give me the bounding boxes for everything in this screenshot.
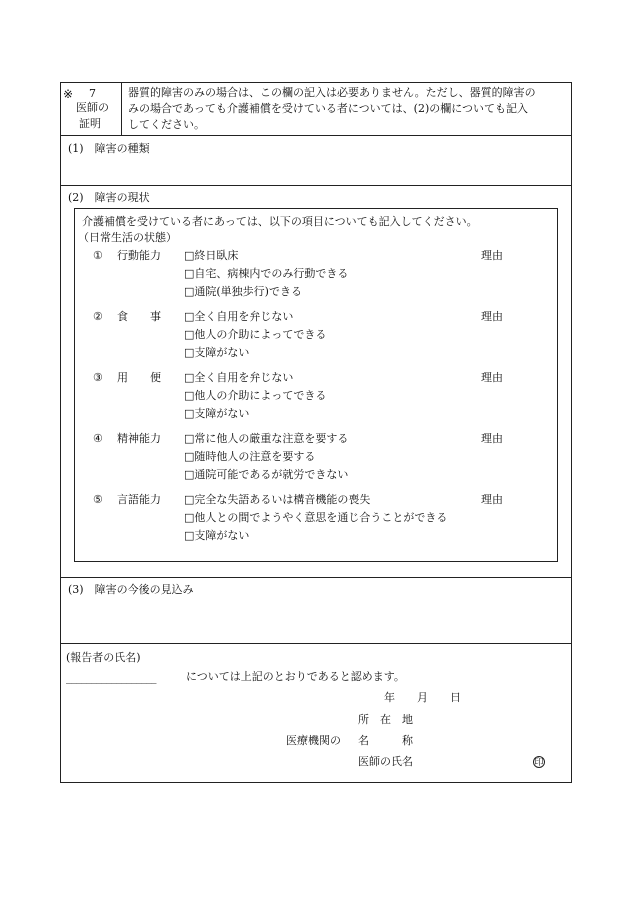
option-checkbox[interactable]: □終日臥床	[184, 249, 239, 262]
address-label: 所 在 地	[358, 713, 413, 726]
item-number: ④	[93, 432, 103, 445]
reason-label: 理由	[481, 310, 503, 323]
header-number: 7	[89, 87, 96, 100]
item-label: 用 便	[117, 371, 161, 384]
option-checkbox[interactable]: □他人との間でようやく意思を通じ合うことができる	[184, 511, 448, 524]
option-checkbox[interactable]: □自宅、病棟内でのみ行動できる	[184, 267, 349, 280]
option-checkbox[interactable]: □支障がない	[184, 346, 250, 359]
section3-bottom-line	[60, 643, 572, 644]
daily-life-heading: （日常生活の状態）	[78, 231, 177, 244]
institution-name-label: 名 称	[358, 734, 413, 747]
item-number: ②	[93, 310, 103, 323]
option-checkbox[interactable]: □全く自用を弁じない	[184, 310, 294, 323]
option-checkbox[interactable]: □常に他人の厳重な注意を要する	[184, 432, 349, 445]
header-bottom-line	[60, 135, 572, 136]
institution-label: 医療機関の	[286, 734, 341, 747]
section1-title: (1) 障害の種類	[68, 142, 150, 155]
reason-label: 理由	[481, 432, 503, 445]
certification-statement: については上記のとおりであると認めます。	[186, 670, 405, 683]
seal-icon: 印	[534, 758, 544, 768]
option-checkbox[interactable]: □他人の介助によってできる	[184, 389, 327, 402]
option-checkbox[interactable]: □支障がない	[184, 407, 250, 420]
doctor-name-label: 医師の氏名	[358, 755, 413, 768]
option-checkbox[interactable]: □支障がない	[184, 529, 250, 542]
item-number: ①	[93, 249, 103, 262]
reason-label: 理由	[481, 249, 503, 262]
option-checkbox[interactable]: □他人の介助によってできる	[184, 328, 327, 341]
header-note-line2: みの場合であっても介護補償を受けている者については、(2)の欄についても記入	[128, 102, 529, 115]
header-label-line2: 証明	[79, 117, 101, 130]
header-mark: ※	[63, 87, 74, 101]
option-checkbox[interactable]: □随時他人の注意を要する	[184, 450, 316, 463]
option-checkbox[interactable]: □全く自用を弁じない	[184, 371, 294, 384]
item-label: 精神能力	[117, 432, 161, 445]
header-note-line3: してください。	[128, 118, 205, 131]
option-checkbox[interactable]: □通院可能であるが就労できない	[184, 468, 349, 481]
header-label-line1: 医師の	[76, 101, 109, 114]
section2-intro: 介護補償を受けている者にあっては、以下の項目についても記入してください。	[82, 215, 478, 228]
section2-bottom-line	[60, 577, 572, 578]
header-divider-vertical	[121, 82, 122, 136]
item-number: ③	[93, 371, 103, 384]
item-label: 言語能力	[117, 493, 161, 506]
item-label: 食 事	[117, 310, 161, 323]
section3-title: (3) 障害の今後の見込み	[68, 583, 194, 596]
option-checkbox[interactable]: □通院(単独歩行)できる	[184, 285, 302, 298]
item-label: 行動能力	[117, 249, 161, 262]
reason-label: 理由	[481, 493, 503, 506]
reporter-label: (報告者の氏名)	[66, 651, 141, 664]
reason-label: 理由	[481, 371, 503, 384]
section1-bottom-line	[60, 185, 572, 186]
item-number: ⑤	[93, 493, 103, 506]
certification-date: 年 月 日	[384, 691, 461, 704]
section2-title: (2) 障害の現状	[68, 191, 150, 204]
reporter-name-underline[interactable]: __________________	[66, 671, 156, 684]
option-checkbox[interactable]: □完全な失語あるいは構音機能の喪失	[184, 493, 371, 506]
header-note-line1: 器質的障害のみの場合は、この欄の記入は必要ありません。ただし、器質的障害の	[128, 86, 536, 99]
